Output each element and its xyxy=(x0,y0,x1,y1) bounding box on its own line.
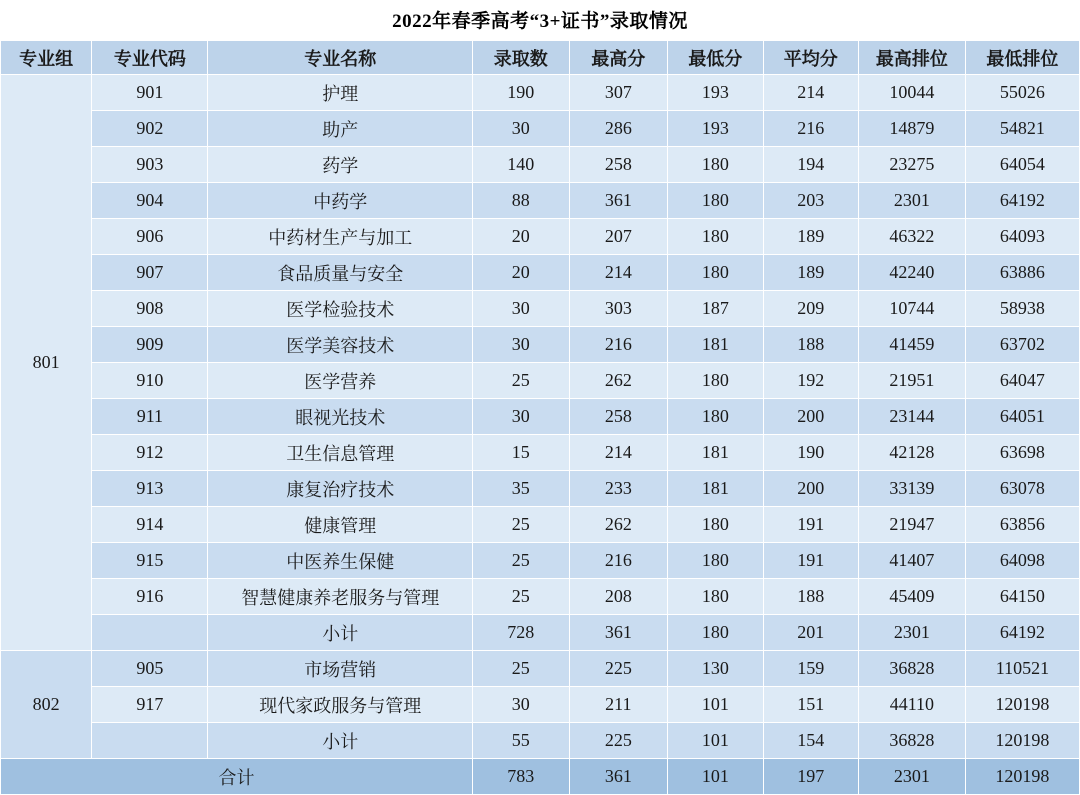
cell-code: 916 xyxy=(92,579,208,615)
cell-avg-score: 197 xyxy=(763,759,858,795)
table-row xyxy=(1,327,1080,363)
cell-code: 905 xyxy=(92,651,208,687)
cell-code: 909 xyxy=(92,327,208,363)
cell-avg-score: 190 xyxy=(763,435,858,471)
admission-table xyxy=(0,40,1080,795)
cell-name: 护理 xyxy=(208,75,473,111)
cell-max-score: 216 xyxy=(569,327,668,363)
column-header-avg-score: 平均分 xyxy=(763,41,858,75)
cell-max-score: 361 xyxy=(569,615,668,651)
cell-min-rank: 64192 xyxy=(965,183,1079,219)
cell-min-rank: 120198 xyxy=(965,723,1079,759)
cell-max-rank: 36828 xyxy=(858,723,965,759)
cell-count: 30 xyxy=(473,291,569,327)
column-header-code: 专业代码 xyxy=(92,41,208,75)
cell-avg-score: 209 xyxy=(763,291,858,327)
cell-name: 药学 xyxy=(208,147,473,183)
cell-min-score: 180 xyxy=(668,543,763,579)
cell-count: 30 xyxy=(473,399,569,435)
cell-min-rank: 64051 xyxy=(965,399,1079,435)
cell-min-score: 180 xyxy=(668,615,763,651)
cell-min-score: 180 xyxy=(668,183,763,219)
cell-avg-score: 192 xyxy=(763,363,858,399)
cell-name: 医学美容技术 xyxy=(208,327,473,363)
cell-count: 20 xyxy=(473,255,569,291)
column-header-count: 录取数 xyxy=(473,41,569,75)
cell-max-rank: 45409 xyxy=(858,579,965,615)
cell-count: 25 xyxy=(473,543,569,579)
cell-min-score: 180 xyxy=(668,147,763,183)
cell-min-rank: 120198 xyxy=(965,687,1079,723)
table-row xyxy=(1,255,1080,291)
cell-max-rank: 36828 xyxy=(858,651,965,687)
cell-min-score: 101 xyxy=(668,759,763,795)
cell-count: 88 xyxy=(473,183,569,219)
column-header-max-score: 最高分 xyxy=(569,41,668,75)
cell-max-score: 214 xyxy=(569,435,668,471)
cell-max-rank: 42128 xyxy=(858,435,965,471)
cell-max-rank: 21951 xyxy=(858,363,965,399)
table-row xyxy=(1,183,1080,219)
cell-count: 25 xyxy=(473,507,569,543)
cell-min-score: 181 xyxy=(668,435,763,471)
cell-max-rank: 10044 xyxy=(858,75,965,111)
cell-max-score: 307 xyxy=(569,75,668,111)
cell-count: 140 xyxy=(473,147,569,183)
table-body xyxy=(1,75,1080,795)
cell-max-rank: 42240 xyxy=(858,255,965,291)
cell-count: 25 xyxy=(473,579,569,615)
cell-code: 912 xyxy=(92,435,208,471)
cell-count: 728 xyxy=(473,615,569,651)
cell-min-score: 193 xyxy=(668,75,763,111)
cell-min-score: 101 xyxy=(668,687,763,723)
cell-subtotal-label: 小计 xyxy=(208,615,473,651)
table-row xyxy=(1,111,1080,147)
cell-count: 190 xyxy=(473,75,569,111)
cell-min-score: 180 xyxy=(668,399,763,435)
cell-max-score: 361 xyxy=(569,759,668,795)
cell-max-score: 225 xyxy=(569,723,668,759)
cell-max-rank: 46322 xyxy=(858,219,965,255)
cell-min-score: 180 xyxy=(668,219,763,255)
table-row xyxy=(1,291,1080,327)
cell-max-rank: 41459 xyxy=(858,327,965,363)
cell-name: 眼视光技术 xyxy=(208,399,473,435)
cell-code: 913 xyxy=(92,471,208,507)
cell-count: 55 xyxy=(473,723,569,759)
cell-min-rank: 64093 xyxy=(965,219,1079,255)
cell-min-score: 181 xyxy=(668,327,763,363)
cell-avg-score: 189 xyxy=(763,255,858,291)
cell-name: 医学检验技术 xyxy=(208,291,473,327)
cell-max-score: 361 xyxy=(569,183,668,219)
cell-name: 现代家政服务与管理 xyxy=(208,687,473,723)
cell-name: 市场营销 xyxy=(208,651,473,687)
cell-min-rank: 63702 xyxy=(965,327,1079,363)
cell-name: 健康管理 xyxy=(208,507,473,543)
cell-avg-score: 200 xyxy=(763,471,858,507)
table-row xyxy=(1,543,1080,579)
cell-code: 902 xyxy=(92,111,208,147)
table-row xyxy=(1,435,1080,471)
cell-min-score: 181 xyxy=(668,471,763,507)
cell-count: 20 xyxy=(473,219,569,255)
cell-avg-score: 194 xyxy=(763,147,858,183)
column-header-max-rank: 最高排位 xyxy=(858,41,965,75)
table-row xyxy=(1,579,1080,615)
cell-code: 917 xyxy=(92,687,208,723)
table-row xyxy=(1,471,1080,507)
cell-min-score: 187 xyxy=(668,291,763,327)
cell-min-rank: 55026 xyxy=(965,75,1079,111)
cell-count: 35 xyxy=(473,471,569,507)
cell-code xyxy=(92,615,208,651)
cell-min-score: 130 xyxy=(668,651,763,687)
cell-code xyxy=(92,723,208,759)
cell-min-rank: 63856 xyxy=(965,507,1079,543)
cell-max-score: 262 xyxy=(569,507,668,543)
cell-name: 中药学 xyxy=(208,183,473,219)
subtotal-row xyxy=(1,615,1080,651)
cell-min-score: 180 xyxy=(668,363,763,399)
cell-avg-score: 216 xyxy=(763,111,858,147)
cell-name: 康复治疗技术 xyxy=(208,471,473,507)
cell-max-score: 207 xyxy=(569,219,668,255)
cell-min-rank: 64192 xyxy=(965,615,1079,651)
cell-max-score: 211 xyxy=(569,687,668,723)
cell-max-score: 262 xyxy=(569,363,668,399)
table-row xyxy=(1,651,1080,687)
cell-max-rank: 2301 xyxy=(858,615,965,651)
cell-count: 25 xyxy=(473,651,569,687)
cell-min-rank: 64047 xyxy=(965,363,1079,399)
cell-avg-score: 159 xyxy=(763,651,858,687)
cell-min-rank: 64098 xyxy=(965,543,1079,579)
cell-avg-score: 191 xyxy=(763,507,858,543)
cell-avg-score: 154 xyxy=(763,723,858,759)
cell-count: 783 xyxy=(473,759,569,795)
cell-name: 助产 xyxy=(208,111,473,147)
cell-count: 30 xyxy=(473,687,569,723)
cell-min-score: 101 xyxy=(668,723,763,759)
cell-count: 30 xyxy=(473,111,569,147)
cell-avg-score: 214 xyxy=(763,75,858,111)
table-row xyxy=(1,363,1080,399)
cell-code: 911 xyxy=(92,399,208,435)
table-row xyxy=(1,147,1080,183)
table-header xyxy=(1,41,1080,75)
column-header-min-rank: 最低排位 xyxy=(965,41,1079,75)
cell-name: 卫生信息管理 xyxy=(208,435,473,471)
cell-code: 915 xyxy=(92,543,208,579)
cell-avg-score: 151 xyxy=(763,687,858,723)
cell-avg-score: 200 xyxy=(763,399,858,435)
cell-name: 智慧健康养老服务与管理 xyxy=(208,579,473,615)
table-row xyxy=(1,75,1080,111)
cell-max-rank: 10744 xyxy=(858,291,965,327)
cell-min-rank: 63698 xyxy=(965,435,1079,471)
cell-max-rank: 23275 xyxy=(858,147,965,183)
cell-avg-score: 188 xyxy=(763,579,858,615)
cell-code: 906 xyxy=(92,219,208,255)
cell-max-score: 286 xyxy=(569,111,668,147)
cell-min-score: 193 xyxy=(668,111,763,147)
cell-avg-score: 201 xyxy=(763,615,858,651)
column-header-min-score: 最低分 xyxy=(668,41,763,75)
cell-total-label: 合计 xyxy=(1,759,473,795)
cell-max-score: 258 xyxy=(569,147,668,183)
cell-min-rank: 110521 xyxy=(965,651,1079,687)
cell-min-score: 180 xyxy=(668,255,763,291)
cell-max-rank: 44110 xyxy=(858,687,965,723)
table-row xyxy=(1,399,1080,435)
cell-code: 910 xyxy=(92,363,208,399)
cell-avg-score: 203 xyxy=(763,183,858,219)
cell-count: 25 xyxy=(473,363,569,399)
cell-max-rank: 2301 xyxy=(858,759,965,795)
cell-min-rank: 54821 xyxy=(965,111,1079,147)
column-header-group: 专业组 xyxy=(1,41,92,75)
cell-max-rank: 2301 xyxy=(858,183,965,219)
cell-code: 901 xyxy=(92,75,208,111)
cell-max-score: 258 xyxy=(569,399,668,435)
total-row xyxy=(1,759,1080,795)
cell-min-rank: 63078 xyxy=(965,471,1079,507)
table-row xyxy=(1,687,1080,723)
cell-code: 908 xyxy=(92,291,208,327)
cell-max-rank: 14879 xyxy=(858,111,965,147)
cell-name: 中药材生产与加工 xyxy=(208,219,473,255)
cell-group: 801 xyxy=(1,75,92,651)
cell-max-score: 208 xyxy=(569,579,668,615)
table-header-row xyxy=(1,41,1080,75)
cell-min-rank: 64150 xyxy=(965,579,1079,615)
cell-max-score: 303 xyxy=(569,291,668,327)
cell-min-rank: 64054 xyxy=(965,147,1079,183)
cell-name: 医学营养 xyxy=(208,363,473,399)
cell-max-score: 214 xyxy=(569,255,668,291)
cell-subtotal-label: 小计 xyxy=(208,723,473,759)
column-header-name: 专业名称 xyxy=(208,41,473,75)
cell-min-score: 180 xyxy=(668,579,763,615)
cell-max-rank: 33139 xyxy=(858,471,965,507)
cell-max-rank: 23144 xyxy=(858,399,965,435)
cell-min-score: 180 xyxy=(668,507,763,543)
cell-code: 904 xyxy=(92,183,208,219)
subtotal-row xyxy=(1,723,1080,759)
cell-min-rank: 63886 xyxy=(965,255,1079,291)
cell-count: 15 xyxy=(473,435,569,471)
cell-max-score: 216 xyxy=(569,543,668,579)
cell-max-score: 233 xyxy=(569,471,668,507)
cell-min-rank: 120198 xyxy=(965,759,1079,795)
cell-avg-score: 188 xyxy=(763,327,858,363)
cell-count: 30 xyxy=(473,327,569,363)
page-title: 2022年春季高考“3+证书”录取情况 xyxy=(392,11,688,32)
cell-name: 中医养生保健 xyxy=(208,543,473,579)
cell-min-rank: 58938 xyxy=(965,291,1079,327)
table-row xyxy=(1,219,1080,255)
cell-max-rank: 21947 xyxy=(858,507,965,543)
cell-code: 914 xyxy=(92,507,208,543)
cell-max-score: 225 xyxy=(569,651,668,687)
cell-avg-score: 189 xyxy=(763,219,858,255)
table-row xyxy=(1,507,1080,543)
cell-max-rank: 41407 xyxy=(858,543,965,579)
cell-code: 903 xyxy=(92,147,208,183)
cell-avg-score: 191 xyxy=(763,543,858,579)
cell-name: 食品质量与安全 xyxy=(208,255,473,291)
cell-group: 802 xyxy=(1,651,92,759)
cell-code: 907 xyxy=(92,255,208,291)
